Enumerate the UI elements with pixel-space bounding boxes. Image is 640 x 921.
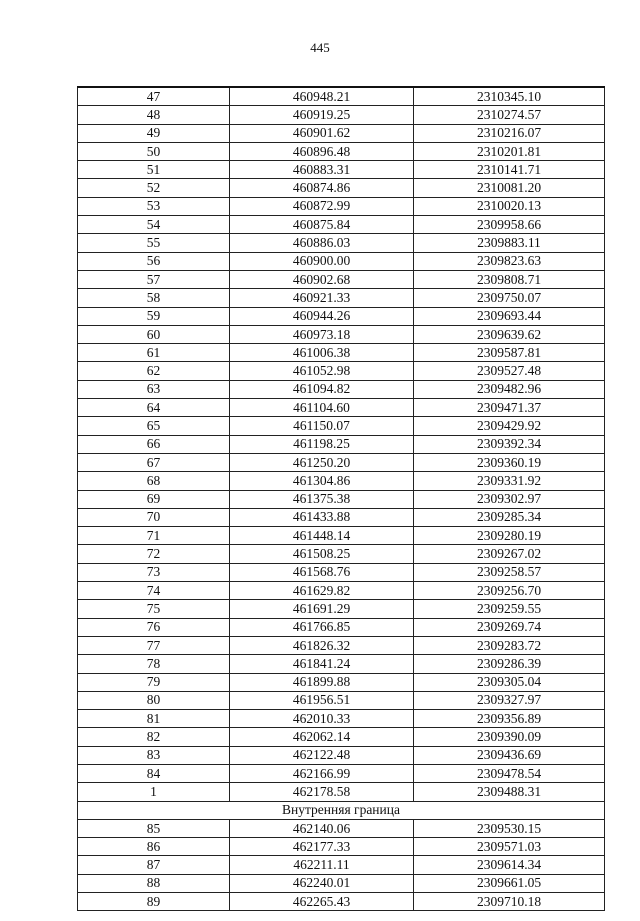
table-row	[78, 252, 605, 270]
y-coordinate-cell: 2309331.92	[414, 472, 605, 490]
x-coordinate-cell: 460896.48	[230, 142, 414, 160]
x-coordinate-cell: 461629.82	[230, 582, 414, 600]
y-coordinate-cell: 2309488.31	[414, 783, 605, 801]
point-number-cell: 77	[78, 636, 230, 654]
point-number-cell: 49	[78, 124, 230, 142]
point-number-cell: 87	[78, 856, 230, 874]
y-coordinate-cell: 2309285.34	[414, 508, 605, 526]
point-number-cell: 73	[78, 563, 230, 581]
table-row	[78, 417, 605, 435]
table-row	[78, 197, 605, 215]
point-number-cell: 53	[78, 197, 230, 215]
y-coordinate-cell: 2309587.81	[414, 344, 605, 362]
y-coordinate-cell: 2310274.57	[414, 106, 605, 124]
y-coordinate-cell: 2309478.54	[414, 764, 605, 782]
x-coordinate-cell: 460901.62	[230, 124, 414, 142]
x-coordinate-cell: 462166.99	[230, 764, 414, 782]
x-coordinate-cell: 462122.48	[230, 746, 414, 764]
table-row	[78, 893, 605, 911]
y-coordinate-cell: 2309883.11	[414, 234, 605, 252]
y-coordinate-cell: 2309259.55	[414, 600, 605, 618]
table-row	[78, 216, 605, 234]
table-row	[78, 380, 605, 398]
y-coordinate-cell: 2309392.34	[414, 435, 605, 453]
point-number-cell: 72	[78, 545, 230, 563]
table-row	[78, 673, 605, 691]
point-number-cell: 52	[78, 179, 230, 197]
x-coordinate-cell: 460944.26	[230, 307, 414, 325]
y-coordinate-cell: 2309471.37	[414, 399, 605, 417]
x-coordinate-cell: 462211.11	[230, 856, 414, 874]
x-coordinate-cell: 461375.38	[230, 490, 414, 508]
point-number-cell: 85	[78, 819, 230, 837]
table-row	[78, 435, 605, 453]
y-coordinate-cell: 2309710.18	[414, 893, 605, 911]
point-number-cell: 48	[78, 106, 230, 124]
point-number-cell: 56	[78, 252, 230, 270]
table-row	[78, 399, 605, 417]
point-number-cell: 64	[78, 399, 230, 417]
x-coordinate-cell: 460973.18	[230, 325, 414, 343]
point-number-cell: 54	[78, 216, 230, 234]
x-coordinate-cell: 461568.76	[230, 563, 414, 581]
y-coordinate-cell: 2309808.71	[414, 270, 605, 288]
y-coordinate-cell: 2309527.48	[414, 362, 605, 380]
x-coordinate-cell: 461150.07	[230, 417, 414, 435]
section-row	[78, 801, 605, 819]
x-coordinate-cell: 460886.03	[230, 234, 414, 252]
table-row	[78, 691, 605, 709]
y-coordinate-cell: 2309269.74	[414, 618, 605, 636]
point-number-cell: 75	[78, 600, 230, 618]
point-number-cell: 69	[78, 490, 230, 508]
x-coordinate-cell: 460948.21	[230, 87, 414, 106]
coordinates-table-body	[78, 87, 605, 911]
table-row	[78, 838, 605, 856]
table-row	[78, 325, 605, 343]
y-coordinate-cell: 2309661.05	[414, 874, 605, 892]
y-coordinate-cell: 2309280.19	[414, 527, 605, 545]
point-number-cell: 76	[78, 618, 230, 636]
table-row	[78, 124, 605, 142]
y-coordinate-cell: 2309429.92	[414, 417, 605, 435]
point-number-cell: 74	[78, 582, 230, 600]
x-coordinate-cell: 462265.43	[230, 893, 414, 911]
y-coordinate-cell: 2309958.66	[414, 216, 605, 234]
y-coordinate-cell: 2309390.09	[414, 728, 605, 746]
point-number-cell: 86	[78, 838, 230, 856]
page-number: 445	[310, 40, 330, 55]
table-row	[78, 508, 605, 526]
x-coordinate-cell: 462140.06	[230, 819, 414, 837]
x-coordinate-cell: 461104.60	[230, 399, 414, 417]
table-row	[78, 655, 605, 673]
y-coordinate-cell: 2309327.97	[414, 691, 605, 709]
table-row	[78, 582, 605, 600]
table-row	[78, 344, 605, 362]
table-row	[78, 87, 605, 106]
point-number-cell: 47	[78, 87, 230, 106]
point-number-cell: 67	[78, 453, 230, 471]
x-coordinate-cell: 460875.84	[230, 216, 414, 234]
point-number-cell: 70	[78, 508, 230, 526]
x-coordinate-cell: 460874.86	[230, 179, 414, 197]
x-coordinate-cell: 461899.88	[230, 673, 414, 691]
table-row	[78, 728, 605, 746]
x-coordinate-cell: 460883.31	[230, 161, 414, 179]
y-coordinate-cell: 2309256.70	[414, 582, 605, 600]
x-coordinate-cell: 461508.25	[230, 545, 414, 563]
y-coordinate-cell: 2309823.63	[414, 252, 605, 270]
y-coordinate-cell: 2309436.69	[414, 746, 605, 764]
table-row	[78, 545, 605, 563]
point-number-cell: 84	[78, 764, 230, 782]
section-label: Внутренняя граница	[78, 801, 605, 819]
point-number-cell: 82	[78, 728, 230, 746]
coordinates-table	[77, 86, 605, 911]
x-coordinate-cell: 460902.68	[230, 270, 414, 288]
table-row	[78, 783, 605, 801]
y-coordinate-cell: 2309571.03	[414, 838, 605, 856]
table-row	[78, 307, 605, 325]
x-coordinate-cell: 461956.51	[230, 691, 414, 709]
x-coordinate-cell: 460919.25	[230, 106, 414, 124]
table-row	[78, 472, 605, 490]
y-coordinate-cell: 2309305.04	[414, 673, 605, 691]
table-row	[78, 764, 605, 782]
table-row	[78, 161, 605, 179]
y-coordinate-cell: 2310201.81	[414, 142, 605, 160]
x-coordinate-cell: 461250.20	[230, 453, 414, 471]
x-coordinate-cell: 462178.58	[230, 783, 414, 801]
point-number-cell: 51	[78, 161, 230, 179]
point-number-cell: 58	[78, 289, 230, 307]
point-number-cell: 1	[78, 783, 230, 801]
table-row	[78, 874, 605, 892]
y-coordinate-cell: 2309258.57	[414, 563, 605, 581]
x-coordinate-cell: 460921.33	[230, 289, 414, 307]
x-coordinate-cell: 461448.14	[230, 527, 414, 545]
y-coordinate-cell: 2309693.44	[414, 307, 605, 325]
table-row	[78, 270, 605, 288]
point-number-cell: 55	[78, 234, 230, 252]
y-coordinate-cell: 2310141.71	[414, 161, 605, 179]
y-coordinate-cell: 2309267.02	[414, 545, 605, 563]
table-row	[78, 362, 605, 380]
point-number-cell: 81	[78, 710, 230, 728]
table-row	[78, 527, 605, 545]
y-coordinate-cell: 2309286.39	[414, 655, 605, 673]
x-coordinate-cell: 462240.01	[230, 874, 414, 892]
point-number-cell: 88	[78, 874, 230, 892]
point-number-cell: 78	[78, 655, 230, 673]
x-coordinate-cell: 461841.24	[230, 655, 414, 673]
x-coordinate-cell: 461433.88	[230, 508, 414, 526]
point-number-cell: 57	[78, 270, 230, 288]
x-coordinate-cell: 461691.29	[230, 600, 414, 618]
y-coordinate-cell: 2309614.34	[414, 856, 605, 874]
x-coordinate-cell: 460900.00	[230, 252, 414, 270]
point-number-cell: 62	[78, 362, 230, 380]
x-coordinate-cell: 461052.98	[230, 362, 414, 380]
x-coordinate-cell: 461304.86	[230, 472, 414, 490]
point-number-cell: 66	[78, 435, 230, 453]
table-row	[78, 563, 605, 581]
point-number-cell: 59	[78, 307, 230, 325]
point-number-cell: 80	[78, 691, 230, 709]
table-row	[78, 179, 605, 197]
point-number-cell: 61	[78, 344, 230, 362]
y-coordinate-cell: 2310020.13	[414, 197, 605, 215]
y-coordinate-cell: 2309360.19	[414, 453, 605, 471]
point-number-cell: 79	[78, 673, 230, 691]
table-row	[78, 289, 605, 307]
x-coordinate-cell: 461094.82	[230, 380, 414, 398]
table-row	[78, 856, 605, 874]
y-coordinate-cell: 2309283.72	[414, 636, 605, 654]
x-coordinate-cell: 462062.14	[230, 728, 414, 746]
table-row	[78, 600, 605, 618]
table-row	[78, 819, 605, 837]
table-row	[78, 234, 605, 252]
y-coordinate-cell: 2309482.96	[414, 380, 605, 398]
point-number-cell: 60	[78, 325, 230, 343]
x-coordinate-cell: 461006.38	[230, 344, 414, 362]
x-coordinate-cell: 460872.99	[230, 197, 414, 215]
point-number-cell: 63	[78, 380, 230, 398]
table-row	[78, 142, 605, 160]
point-number-cell: 83	[78, 746, 230, 764]
y-coordinate-cell: 2309530.15	[414, 819, 605, 837]
y-coordinate-cell: 2310345.10	[414, 87, 605, 106]
x-coordinate-cell: 461198.25	[230, 435, 414, 453]
y-coordinate-cell: 2310216.07	[414, 124, 605, 142]
table-row	[78, 618, 605, 636]
point-number-cell: 89	[78, 893, 230, 911]
y-coordinate-cell: 2309302.97	[414, 490, 605, 508]
point-number-cell: 71	[78, 527, 230, 545]
x-coordinate-cell: 461826.32	[230, 636, 414, 654]
table-row	[78, 106, 605, 124]
table-row	[78, 490, 605, 508]
x-coordinate-cell: 461766.85	[230, 618, 414, 636]
point-number-cell: 65	[78, 417, 230, 435]
x-coordinate-cell: 462177.33	[230, 838, 414, 856]
point-number-cell: 68	[78, 472, 230, 490]
point-number-cell: 50	[78, 142, 230, 160]
y-coordinate-cell: 2310081.20	[414, 179, 605, 197]
table-row	[78, 636, 605, 654]
x-coordinate-cell: 462010.33	[230, 710, 414, 728]
y-coordinate-cell: 2309750.07	[414, 289, 605, 307]
y-coordinate-cell: 2309639.62	[414, 325, 605, 343]
table-row	[78, 746, 605, 764]
table-row	[78, 453, 605, 471]
y-coordinate-cell: 2309356.89	[414, 710, 605, 728]
table-row	[78, 710, 605, 728]
